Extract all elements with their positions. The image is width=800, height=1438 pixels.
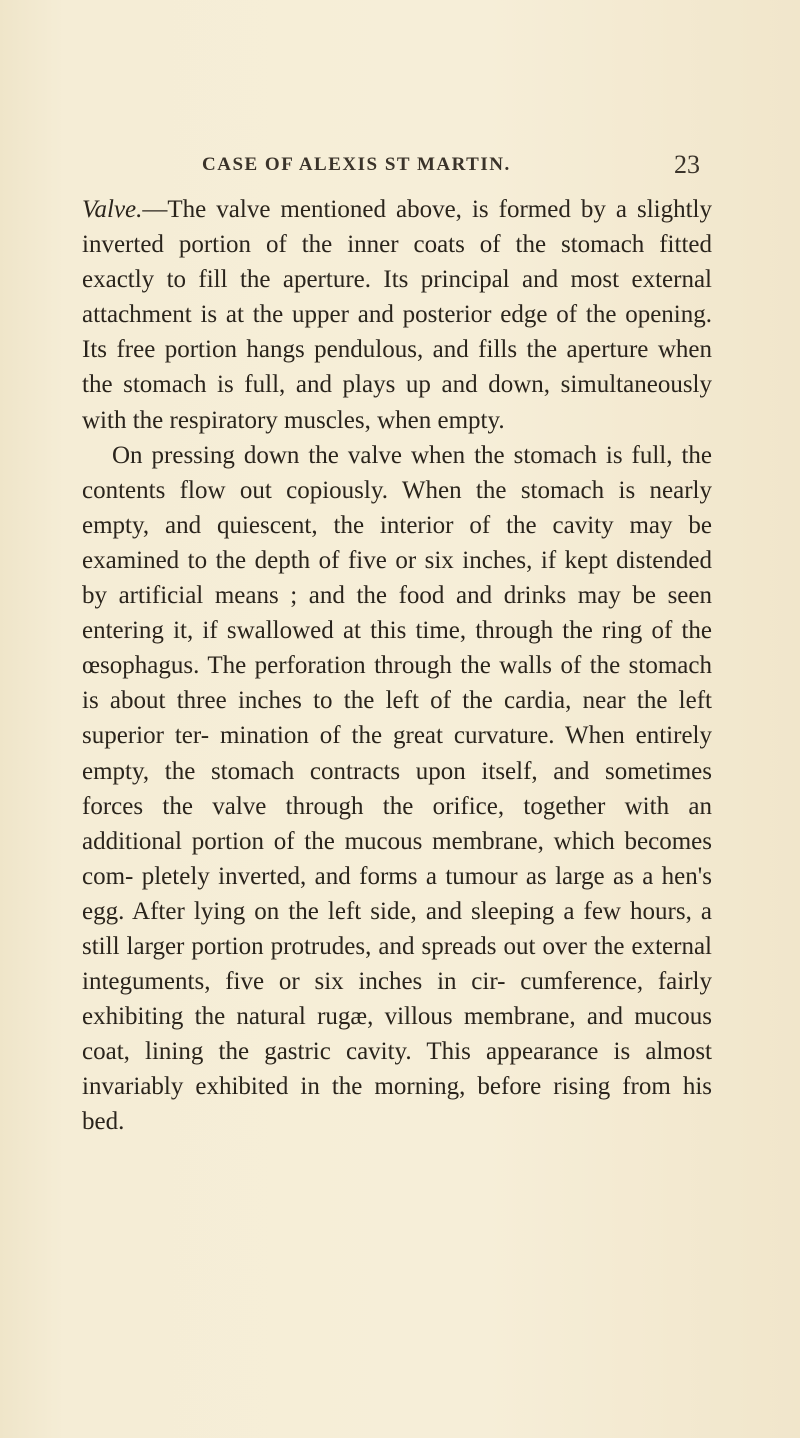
running-title: CASE OF ALEXIS ST MARTIN. [202, 154, 511, 175]
running-head [200, 150, 700, 186]
paragraph-valve-text: —The valve mentioned above, is formed by a slightly inverted portion of the inner coats of the stomach fitted exactly to fill the aperture. Its principal and most external attachment is at the upper and posterior edge of the opening. Its free portion hangs pendulous, and fills the aperture when the stomach is full, and plays up and down, simultaneously with the respiratory muscles, when empty. [82, 196, 712, 434]
body-text [82, 192, 712, 1140]
paragraph-pressing: On pressing down the valve when the stomach is full, the contents flow out copiously. When the stomach is nearly empty, and quiescent, the interior of the cavity may be examined to the depth of five or six inches, if kept distended by artificial means ; and the food and drinks may be seen entering it, if swallowed at this time, through the ring of the œsophagus. The perforation through the walls of the stomach is about three inches to the left of the cardia, near the left superior ter- mination of the great curvature. When entirely empty, the stomach contracts upon itself, and sometimes forces the valve through the orifice, together with an additional portion of the mucous membrane, which becomes com- pletely inverted, and forms a tumour as large as a hen's egg. After lying on the left side, and sleeping a few hours, a still larger portion protrudes, and spreads out over the external integuments, five or six inches in cir- cumference, fairly exhibiting the natural rugæ, villous membrane, and mucous coat, lining the gastric cavity. This appearance is almost invariably exhibited in the morning, before rising from his bed. [82, 441, 712, 1136]
paragraph-lead-in: Valve. [82, 196, 143, 223]
page-number: 23 [674, 150, 700, 179]
paragraph-valve [82, 192, 712, 438]
